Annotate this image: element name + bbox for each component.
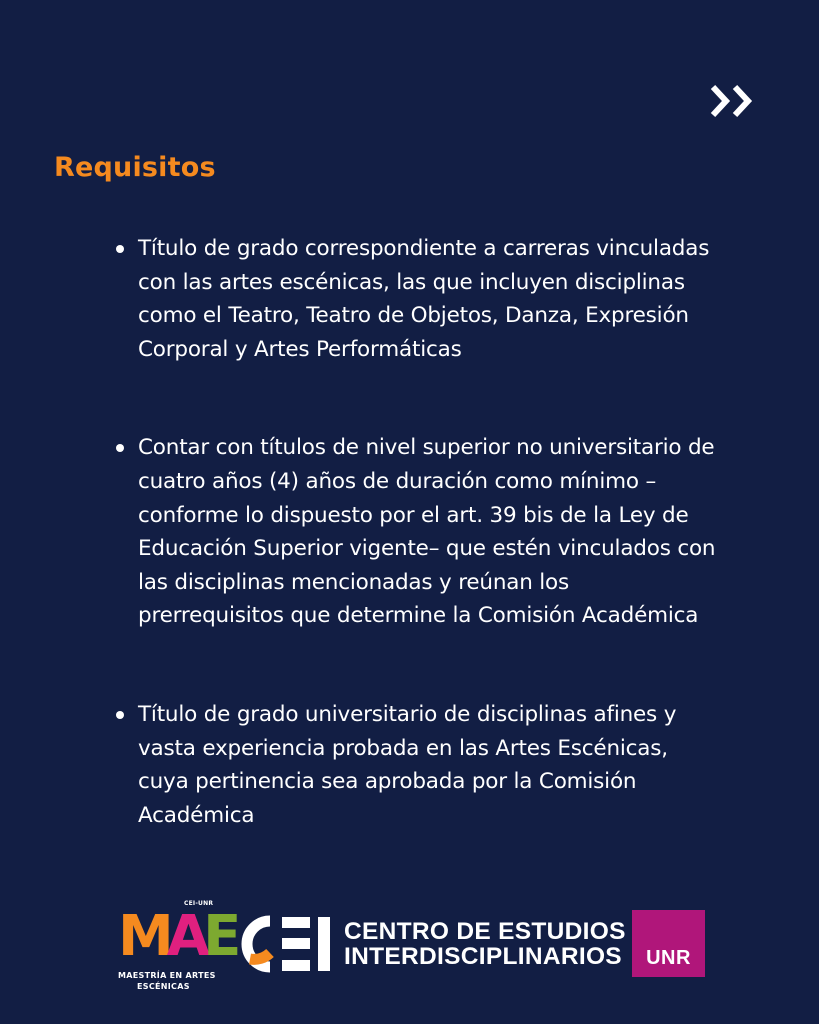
list-item bbox=[138, 232, 718, 366]
bullet-icon bbox=[116, 245, 124, 253]
mae-letter-a: A bbox=[166, 904, 204, 969]
mae-subtitle-line2: ESCÉNICAS bbox=[137, 982, 190, 991]
list-item bbox=[138, 698, 718, 832]
mae-letter-m: M bbox=[118, 904, 167, 969]
cei-line2: INTERDISCIPLINARIOS bbox=[344, 943, 622, 970]
bullet-icon bbox=[116, 711, 124, 719]
double-chevron-right-icon[interactable] bbox=[708, 82, 758, 120]
footer-logos bbox=[0, 895, 819, 1005]
mae-subtitle-line1: MAESTRÍA EN ARTES bbox=[118, 971, 216, 980]
unr-logo-text: UNR bbox=[646, 947, 691, 969]
requirement-text: Contar con títulos de nivel superior no universitario de cuatro años (4) años de duración como mínimo –conforme lo dispuesto por el art. 39 bis de la Ley de Educación Superior vigente– que estén vinculados con las disciplinas mencionadas y reúnan los prerrequisitos que determine la Comisión Académica bbox=[138, 435, 716, 629]
requirement-text: Título de grado universitario de disciplinas afines y vasta experiencia probada en las Artes Escénicas, cuya pertinencia sea aprobada por la Comisión Académica bbox=[138, 701, 677, 828]
bullet-icon bbox=[116, 444, 124, 452]
mae-letter-e: E bbox=[203, 904, 235, 969]
cei-logo-mark bbox=[240, 913, 334, 975]
list-item bbox=[138, 431, 718, 633]
unr-logo bbox=[632, 910, 705, 977]
cei-logo-text bbox=[344, 919, 626, 969]
page-title: Requisitos bbox=[54, 152, 216, 183]
mae-wordmark bbox=[118, 904, 235, 969]
requirements-list bbox=[138, 232, 718, 832]
mae-top-label: CEI-UNR bbox=[184, 900, 214, 907]
requirement-text: Título de grado correspondiente a carreras vinculadas con las artes escénicas, las que incluyen disciplinas como el Teatro, Teatro de Objetos, Danza, Expresión Corporal y Artes Performáticas bbox=[138, 236, 710, 362]
cei-line1: CENTRO DE ESTUDIOS bbox=[344, 918, 626, 945]
mae-logo bbox=[118, 895, 235, 995]
